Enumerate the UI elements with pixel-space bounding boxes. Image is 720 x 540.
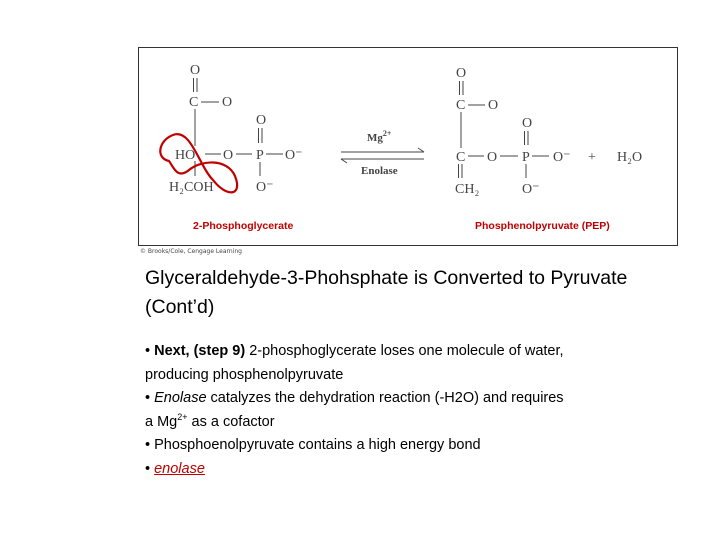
bullet-item xyxy=(145,387,575,434)
right-compound-name: Phosphenolpyruvate (PEP) xyxy=(475,220,610,232)
water-product: H₂O xyxy=(617,150,643,165)
atom-o-minus-bottom-pep: O⁻ xyxy=(522,182,540,197)
atom-c-carboxyl-pep: C xyxy=(456,98,466,113)
atom-ch2: CH₂ xyxy=(455,182,480,197)
bullet-item: • Phosphoenolpyruvate contains a high energy bond xyxy=(145,437,481,453)
reaction-figure xyxy=(138,47,678,246)
bullet-item xyxy=(145,340,575,387)
atom-o-phosphate-top: O xyxy=(256,113,267,128)
atom-c-enol: C xyxy=(456,150,466,165)
atom-o-top-pep: O xyxy=(456,66,467,81)
forward-arrow-head xyxy=(418,148,424,152)
atom-o-phosphate-top-pep: O xyxy=(522,116,533,131)
atom-o-carboxyl-pep: O xyxy=(488,98,499,113)
atom-p: P xyxy=(256,148,264,163)
atom-o-minus-right-pep: O⁻ xyxy=(553,150,571,165)
atom-o-top: O xyxy=(190,63,201,78)
bullet-emphasis: Next, (step 9) xyxy=(154,343,246,359)
superscript: 2+ xyxy=(177,411,188,422)
figure-credit: © Brooks/Cole, Cengage Learning xyxy=(140,248,242,255)
atom-o-bridge: O xyxy=(223,148,234,163)
atom-o-minus-bottom: O⁻ xyxy=(256,180,274,195)
atom-c-carboxyl: C xyxy=(189,95,199,110)
atom-h2coh: H₂COH xyxy=(169,180,214,195)
atom-p-pep: P xyxy=(522,150,530,165)
plus-sign: + xyxy=(588,150,596,165)
atom-o-carboxyl: O xyxy=(222,95,233,110)
bullet-marker: • xyxy=(145,343,155,359)
bullet-text: as a cofactor xyxy=(187,413,275,430)
bullet-text: 2-phosphoglycerate loses one molecule of water, producing phosphenolpyruvate xyxy=(145,343,564,383)
atom-o-minus-right: O⁻ xyxy=(285,148,303,163)
atom-o-bridge-pep: O xyxy=(487,150,498,165)
bullet-item xyxy=(145,458,575,482)
bullet-text: catalyzes the dehydration reaction (-H2O) and requires a Mg xyxy=(145,390,564,430)
bullet-marker: • xyxy=(145,390,155,406)
bullet-emphasis: Enolase xyxy=(154,390,207,406)
slide-title: Glyceraldehyde-3-Phohsphate is Converted to Pyruvate (Cont’d) xyxy=(145,267,628,318)
atom-ho: HO xyxy=(175,148,196,163)
enzyme-label: Enolase xyxy=(361,165,398,177)
cofactor-label: $Mg^{2+}$ xyxy=(367,129,392,144)
bullet-list xyxy=(145,340,575,481)
enolase-link[interactable]: enolase xyxy=(154,460,205,477)
left-compound-name: 2-Phosphoglycerate xyxy=(193,220,294,232)
bullet-marker: • xyxy=(145,460,155,477)
reverse-arrow-head xyxy=(341,159,347,163)
reaction-diagram xyxy=(139,48,679,247)
